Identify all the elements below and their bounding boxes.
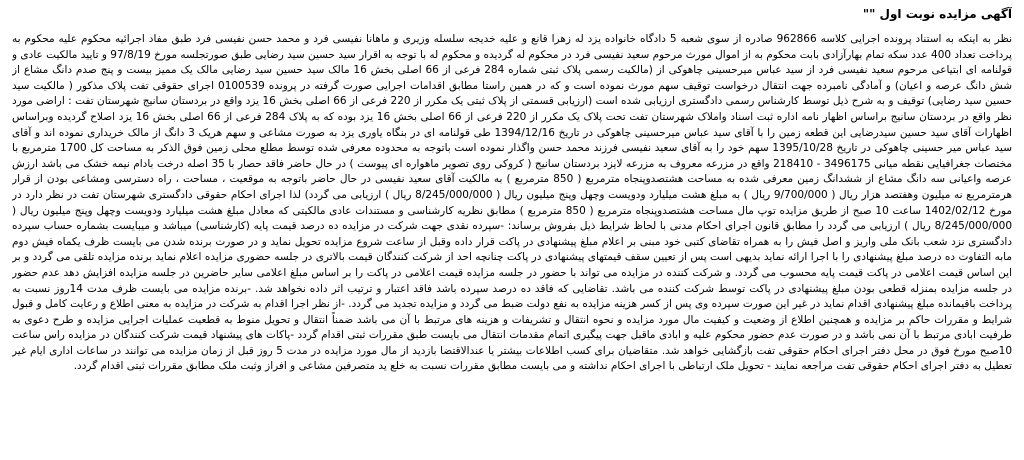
notice-body-text: نظر به اینکه به استناد پرونده اجرایی کلاسه 962866 صادره از سوی شعبه 5 دادگاه خانواده یزد له زهرا قانع و علیه خدیجه سلسله وزیری و ماهانا نفیسی فرد و محمد حسن نفیسی فرد طبق مفاد اجرائیه محکوم علیه محکوم به پرداخت تعداد 400 عدد سکه تمام بهارآزادی بابت محکوم به از اموال مورث مرحوم سعید نفیسی فرد در محکوم له گردیده و محکوم له با توجه به اقرار سید حسین سید رضایی طبق صورتجلسه مورخ 97/8/19 و تایید مالکیت عادی و قولنامه ای ابتیاعی مرحوم سعید نفیسی فرد از سید عباس میرحسینی چاهوکی از (مالکیت رسمی پلاک ثبتی شماره 284 فرعی از 66 اصلی بخش 16 مالک سید حسین سید رضایی مالک یک ممیز بیست و پنج صدم دانگ مشاع از شش دانگ عرصه و اعیان) و آمادگی نامبرده جهت انتقال درخواست توقیف سهم مورث نموده است و که در همین راستا مطابق اقدامات اجرایی صورت گرفته در پرونده 0100539 اجرای حقوقی تفت پلاک مذکور ( مالکیت سید حسین سید رضایی) توقیف و به شرح ذیل توسط کارشناس رسمی دادگستری ارزیابی شده است (ارزیابی قسمتی از پلاک ثبتی یک مکرر از 220 فرعی از 66 اصلی بخش 16 یزد واقع در بردستان سانیج شهرستان تفت : اراضی مورد نظر واقع در بردستان سانیج براساس اظهار نامه اداره ثبت اسناد واملاک شهرستان تفت تحت پلاک یک مکرر از 220 فرعی از 66 اصلی بخش 16 یزد بوده که به پلاک 284 فرعی از 66 اصلی بخش 16 یزد اصلاح گردیده وبراساس اظهارات آقای سید حسین سیدرضایی این قطعه زمین را با آقای سید عباس میرحسینی چاهوکی در تاریخ 1394/12/16 طی قولنامه ای در بنگاه یاوری یزد به صورت مشاعی و سهم هریک 3 دانگ از مالک خریداری نموده اند و آقای سید عباس میر حسینی چاهوکی در تاریخ 1395/10/28 سهم خود را به آقای سعید نفیسی فرزند محمد حسن واگذار نموده است باتوجه به محدوده معرفی شده توسط مطلع محلی زمین فوق الذکر به مساحت کل 1700 مترمربع با مختصات جغرافیایی نقطه میانی 3496175 - 218410 واقع در مزرعه معروف به مزرعه لایزد بردستان سانیج ( کروکی روی تصویر ماهواره ای پیوست ) در حال حاضر فاقد حصار با 35 اصله درخت بادام نیمه خشک می باشد ارزش عرصه واعیانی سه دانگ مشاع از ششدانگ زمین معرفی شده به مساحت هشتصدوپنجاه مترمربع ( 850 مترمربع ) به مالکیت آقای سعید نفیسی در حال حاضر باتوجه به موقعیت ، مساحت ، راه دسترسی ومشاعی بودن از قرار هرمترمربع نه میلیون وهفتصد هزار ریال ( 9/700/000 ریال ) به مبلغ هشت میلیارد ودویست وچهل وپنج میلیون ریال ( 8/245/000/000 ریال ) ارزیابی می گردد) لذا اجرای احکام حقوقی دادگستری شهرستان تفت در نظر دارد در مورخ 1402/02/12 ساعت 10 صبح از طریق مزایده توپ مال مساحت هشتصدوپنجاه مترمربع ( 850 مترمربع ) مطابق نظریه کارشناسی و مستندات عادی مالکیتی که معادل مبلغ هشت میلیارد ودویست وچهل وپنج میلیون ریال ( 8/245/000/000 ریال ) ارزیابی می گردد را مطابق قانون اجرای احکام مدنی با لحاظ شرایط ذیل بفروش برساند: -سپرده نقدی جهت شرکت در مزایده ده درصد قیمت پایه (کارشناسی) میباشد و میبایست بشماره حساب سپرده دادگستری نزد شعب بانک ملی واریز و اصل فیش را به همراه تقاضای کتبی خود مبنی بر اعلام مبلغ پیشنهادی در پاکت قرار داده وقبل از ساعت شروع مزایده تحویل نماید و در صورت برنده شدن می بایست ظرف یکماه فیش دوم مابه التفاوت ده درصد مبلغ پیشنهادی را با اجرا ارائه نماید بدیهی است پس از تعیین سقف قیمتهای پیشنهادی در پاکت چنانچه احد از شرکت کنندگان قیمت بالاتری در جلسه حضوری مزایده اعلام نماید برنده مزایده تلقی می گردد و بر این اساس قیمت اعلامی در پاکت قیمت پایه محسوب می گردد. و شرکت کننده در مزایده می تواند با حضور در جلسه مزایده قیمت اعلامی در پاکت را بر اساس مبلغ اعلامی سایر حاضرین در جلسه مزایده افزایش دهد عدم حضور در جلسه مزایده بمنزله قطعی بودن مبلغ پیشنهادی در پاکت توسط شرکت کننده می باشد. تقاضایی که فاقد ده درصد سپرده باشد فاقد اعتبار و ترتیب اثر داده نخواهد شد. -برنده مزایده می بایست ظرف مدت 14روز نسبت به پرداخت باقیمانده مبلغ پیشنهادی اقدام نماید در غیر این صورت سپرده وی پس از کسر هزینه مزایده به نفع دولت ضبط می گردد و مزایده تجدید می گردد. -از نظر اجرا اقدام به شرکت در مزایده به معنی اطلاع و رعایت کامل و قبول شرایط و مقررات حاکم بر مزایده و همچنین اطلاع از وضعیت و کیفیت مال مورد مزایده و نحوه انتقال و تشریفات و هزینه های مرتبط با آن می باشد ضمناً انتقال و تحویل منوط به قطعیت عملیات اجرایی مزایده و طرح دعوی به طرفیت ابادی مرتبط با آن نمی باشد و در صورت عدم حضور محکوم علیه و ابادی ماقبل جهت پیگیری اتمام مقدمات انتقال می بایست طبق مقررات ثبتی اقدام گردد -پاکات های پیشنهاد قیمت شرکت کنندگان در مزایده راس ساعت 10صبح مورخ فوق در محل دفتر اجرای احکام حقوقی تفت بازگشایی خواهد شد. متقاضیان برای کسب اطلاعات بیشتر یا عندالاقتضا بازدید از مال مورد مزایده در مدت 5 روز قبل از زمان مزایده می توانند در ساعات اداری ایام غیر تعطیل به دفتر اجرای احکام حقوقی تفت مراجعه نمایند - تحویل ملک ارتباطی با اجرای احکام نداشته و می بایست مطابق مقررات نسبت به خلع ید متصرفین مشاعی و افراز وثبت ملک مطابق مقررات ثبتی اقدام گردد. <box>12 33 1012 373</box>
notice-title: آگهی مزایده نوبت اول "" <box>862 7 1012 21</box>
